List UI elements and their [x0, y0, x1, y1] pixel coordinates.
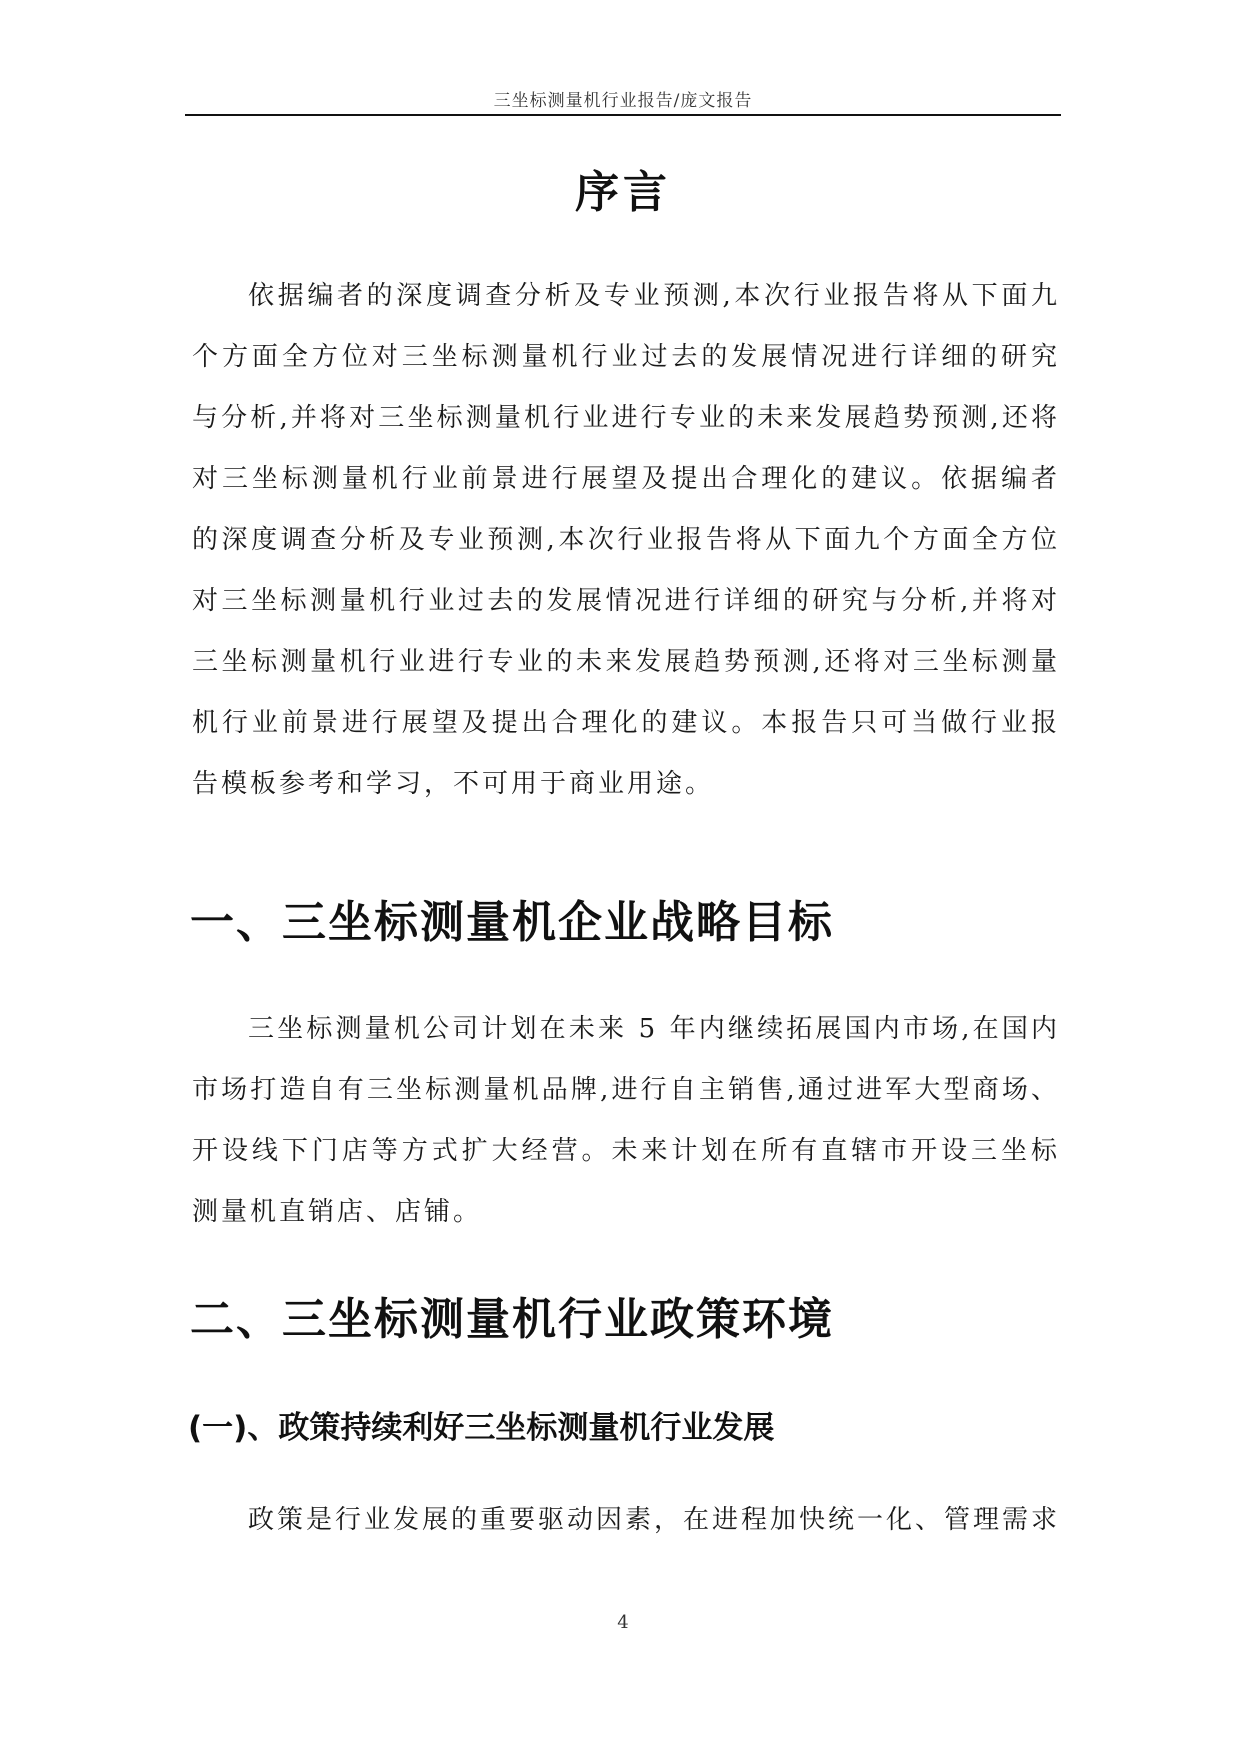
preface-paragraph: 依据编者的深度调查分析及专业预测,本次行业报告将从下面九个方面全方位对三坐标测量机行业过去的发展情况进行详细的研究与分析,并将对三坐标测量机行业进行专业的未来发展趋势预测,还将对三坐标测量机行业前景进行展望及提出合理化的建议。依据编者的深度调查分析及专业预测,本次行业报告将从下面九个方面全方位对三坐标测量机行业过去的发展情况进行详细的研究与分析,并将对三坐标测量机行业进行专业的未来发展趋势预测,还将对三坐标测量机行业前景进行展望及提出合理化的建议。本报告只可当做行业报告模板参考和学习，不可用于商业用途。	[192, 281, 1060, 799]
section-heading-policy: 二、三坐标测量机行业政策环境	[190, 1294, 834, 1345]
page-number: 4	[617, 1612, 629, 1633]
subsection-policy-paragraph: 政策是行业发展的重要驱动因素，在进程加快统一化、管理需求	[248, 1505, 1061, 1535]
preface-title: 序言	[575, 167, 671, 218]
subsection-heading-policy-support: (一)、政策持续利好三坐标测量机行业发展	[188, 1410, 775, 1446]
section-strategy-paragraph: 三坐标测量机公司计划在未来 5 年内继续拓展国内市场,在国内市场打造自有三坐标测量机品牌,进行自主销售,通过进军大型商场、开设线下门店等方式扩大经营。未来计划在所有直辖市开设三坐标测量机直销店、店铺。	[192, 1014, 1060, 1227]
section-heading-strategy: 一、三坐标测量机企业战略目标	[190, 897, 834, 948]
header-divider	[185, 114, 1061, 116]
running-header: 三坐标测量机行业报告/庞文报告	[493, 91, 753, 111]
